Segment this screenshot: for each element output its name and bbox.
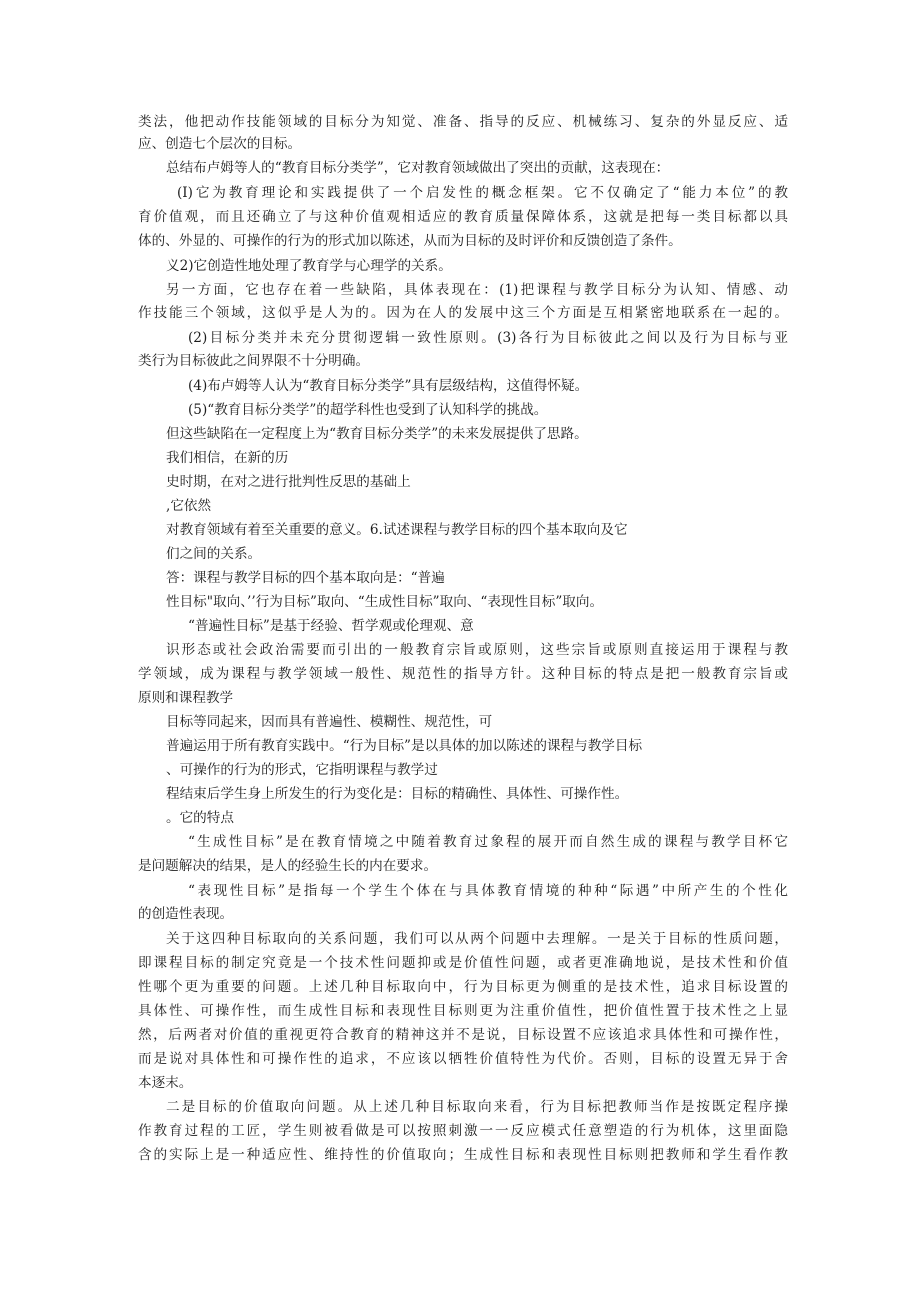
text-line: 类法，他把动作技能领域的目标分为知觉、准备、指导的反应、机械练习、复杂的外显反应、适	[138, 114, 788, 130]
text-line: 然，后两者对价值的重视更符合教育的精神这并不是说，目标设置不应该追求具体性和可操作性，	[138, 1027, 788, 1043]
text-line: (I)它为教育理论和实践提供了一个启发性的概念框架。它不仅确定了“能力本位”的教	[177, 185, 788, 201]
text-line: 总结布卢姆等人的“教育目标分类学”，它对教育领域做出了突出的贡献，这表现在：	[166, 160, 670, 176]
text-line: 答：课程与教学目标的四个基本取向是：“普遍	[166, 570, 445, 586]
text-line: (4)布卢姆等人认为“教育目标分类学”具有层级结构，这值得怀疑。	[188, 378, 589, 394]
text-line: (5)“教育目标分类学”的超学科性也受到了认知科学的挑战。	[188, 402, 548, 418]
text-line: 体的、外显的、可操作的行为的形式加以陈述，从而为目标的及时评价和反馈创造了条件。	[138, 233, 682, 249]
text-line: “普遍性目标”是基于经验、哲学观或伦理观、意	[188, 618, 474, 634]
text-line: 性目标"取向、’’行为目标”取向、“生成性目标”取向、“表现性目标”取向。	[166, 594, 604, 610]
text-line: 的创造性表现。	[138, 906, 234, 922]
text-line: 识形态或社会政治需要而引出的一般教育宗旨或原则，这些宗旨或原则直接运用于课程与教	[166, 642, 788, 658]
text-line: 本逐末。	[138, 1075, 193, 1091]
text-line: 作教育过程的工匠，学生则被看做是可以按照刺激一一反应模式任意塑造的行为机体，这里面隐	[138, 1123, 788, 1139]
text-line: 而是说对具体性和可操作性的追求，不应该以牺牲价值特性为代价。否则，目标的设置无异于舍	[138, 1051, 788, 1067]
text-line: 对教育领域有着至关重要的意义。6.试述课程与教学目标的四个基本取向及它	[166, 522, 628, 538]
text-line: 性哪个更为重要的问题。上述几种目标取向中，行为目标更为侧重的是技术性，追求目标设置的	[138, 979, 788, 995]
text-line: 我们相信，在新的历	[166, 450, 289, 466]
text-line: 、可操作的行为的形式，它指明课程与教学过	[166, 762, 438, 778]
text-line: 学领域，成为课程与教学领域一般性、规范性的指导方针。这种目标的特点是把一般教育宗旨或	[138, 666, 788, 682]
text-line: 作技能三个领域，这似乎是人为的。因为在人的发展中这三个方面是互相紧密地联系在一起的。	[138, 305, 788, 321]
text-line: “生成性目标”是在教育情境之中随着教育过象程的展开而自然生成的课程与教学目杯它	[188, 834, 788, 850]
text-line: 二是目标的价值取向问题。从上述几种目标取向来看，行为目标把教师当作是按既定程序操	[166, 1099, 788, 1115]
text-line: 程结束后学生身上所发生的行为变化是：目标的精确性、具体性、可操作性。	[166, 786, 629, 802]
text-line: ,它依然	[166, 498, 212, 514]
text-line: 但这些缺陷在一定程度上为“教育目标分类学”的未来发展提供了思路。	[166, 426, 588, 442]
text-line: 应、创造七个层次的目标。	[138, 136, 302, 152]
text-line: 目标等同起来，因而具有普遍性、模糊性、规范性，可	[166, 714, 493, 730]
text-line: (2)目标分类并未充分贯彻逻辑一致性原则。(3)各行为目标彼此之间以及行为目标与亚	[188, 330, 788, 346]
text-line: 们之间的关系。	[166, 546, 262, 562]
text-line: 史时期，在对之进行批判性反思的基础上	[166, 474, 411, 490]
text-line: 另一方面，它也存在着一些缺陷，具体表现在：(1)把课程与教学目标分为认知、情感、动	[166, 282, 788, 298]
text-line: 类行为目标彼此之间界限不十分明确。	[138, 353, 370, 369]
text-line: 即课程目标的制定究竟是一个技术性问题抑或是价值性问题，或者更准确地说，是技术性和价值	[138, 955, 788, 971]
text-line: 含的实际上是一种适应性、维持性的价值取向；生成性目标和表现性目标则把教师和学生看作教	[138, 1147, 788, 1163]
text-line: 关于这四种目标取向的关系问题，我们可以从两个问题中去理解。一是关于目标的性质问题，	[166, 931, 788, 947]
text-line: “表现性目标”是指每一个学生个体在与具体教育情境的种种“际遇”中所产生的个性化	[188, 883, 788, 899]
text-line: 。它的特点	[166, 810, 234, 826]
text-line: 具体性、可操作性，而生成性目标和表现性目标则更为注重价值性，把价值性置于技术性之上显	[138, 1003, 788, 1019]
text-line: 育价值观，而且还确立了与这种价值观相适应的教育质量保障体系，这就是把每一类目标都以具	[138, 209, 788, 225]
text-line: 普遍运用于所有教育实践中。“行为目标”是以具体的加以陈述的课程与教学目标	[166, 738, 643, 754]
text-line: 义2)它创造性地处理了教育学与心理学的关系。	[166, 258, 452, 274]
text-line: 原则和课程教学	[138, 690, 234, 706]
text-line: 是问题解决的结果，是人的经验生长的内在要求。	[138, 858, 438, 874]
